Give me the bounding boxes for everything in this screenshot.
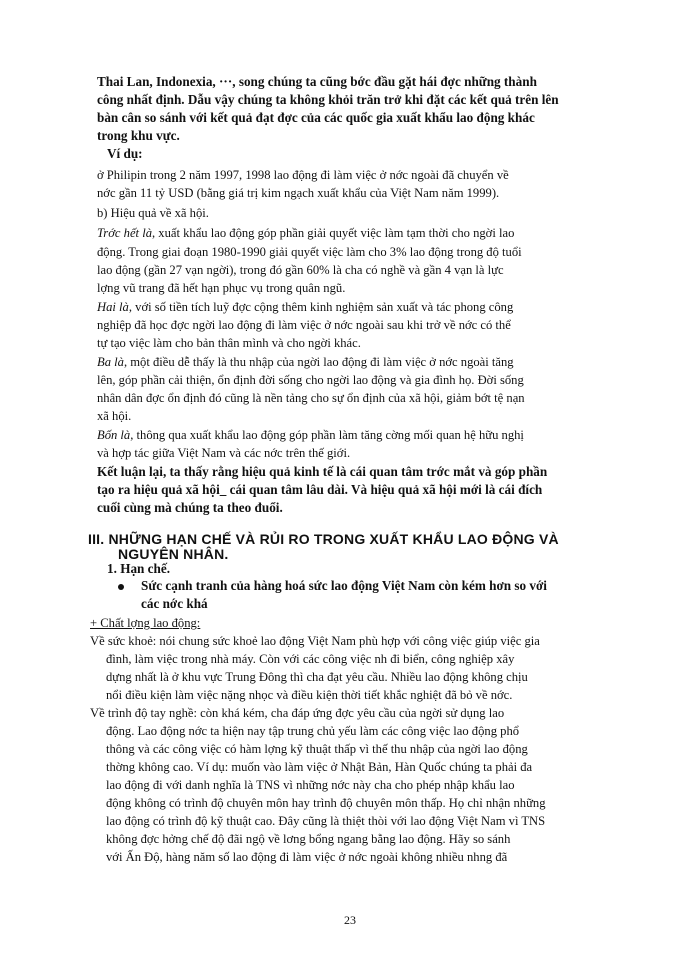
text-line: động. Lao động nớc ta hiện nay tập trung chủ yếu làm các công việc lao động phổ [106, 724, 520, 738]
line-rest: , một điều dễ thấy là thu nhập của ngời lao động đi làm việc ở nớc ngoài tăng [123, 355, 514, 369]
text-line: động không có trình độ chuyên môn hay trình độ chuyên môn thấp. Họ chỉ nhận những [106, 796, 546, 810]
bullet-text: Sức cạnh tranh của hàng hoá sức lao động Việt Nam còn kém hơn so với [141, 578, 547, 593]
bullet-text: các nớc khá [141, 596, 208, 611]
section-heading-continued: NGUYÊN NHÂN. [118, 546, 229, 562]
text-line: dựng nhất là ở khu vực Trung Đông thì cha đạt yêu cầu. Nhiều lao động không chịu [106, 670, 528, 684]
text-line: cuối cùng mà chúng ta theo đuổi. [97, 500, 283, 515]
section-heading: III. NHỮNG HẠN CHẾ VÀ RỦI RO TRONG XUẤT KHẨU LAO ĐỘNG VÀ [88, 531, 559, 547]
text-line: nghiệp đã học đợc ngời lao động đi làm việc ở nớc ngoài sau khi trở về nớc có thể [97, 318, 511, 332]
line-rest: , thông qua xuất khẩu lao động góp phần làm tăng cờng mối quan hệ hữu nghị [130, 428, 524, 442]
line-rest: , với số tiền tích luỹ đợc cộng thêm kinh nghiệm sản xuất và tác phong công [128, 300, 514, 314]
text-line: tự tạo việc làm cho bản thân mình và cho ngời khác. [97, 336, 361, 350]
text-line: b) Hiệu quả về xã hội. [97, 206, 209, 220]
text-line: đình, làm việc trong nhà máy. Còn với các công việc nh đi biển, công nghiệp xây [106, 652, 515, 666]
text-line: động. Trong giai đoạn 1980-1990 giải quyết việc làm cho 3% lao động trong độ tuổi [97, 245, 522, 259]
page-number: 23 [344, 913, 356, 927]
text-line: ở Philipin trong 2 năm 1997, 1998 lao động đi làm việc ở nớc ngoài đã chuyển về [97, 168, 509, 182]
italic-lead: Hai là [97, 300, 129, 314]
italic-lead: Bốn là [97, 428, 131, 442]
text-line: lao động đi với danh nghĩa là TNS vì những nớc này cha cho phép nhập khẩu lao [106, 778, 515, 792]
text-line [97, 300, 513, 315]
italic-lead: Ba là [97, 355, 124, 369]
text-line: nhân dân đợc ổn định đó cũng là nền tảng cho sự ổn định của xã hội, giảm bớt tệ nạn [97, 391, 525, 405]
text-line: lợng vũ trang đã hết hạn phục vụ trong quân ngũ. [97, 281, 346, 295]
text-line: Về trình độ tay nghề: còn khá kém, cha đáp ứng đợc yêu cầu của ngời sử dụng lao [90, 706, 505, 720]
text-line: xã hội. [97, 409, 132, 423]
text-line: Thai Lan, Indonexia, ···, song chúng ta cũng bớc đầu gặt hái đợc những thành [97, 74, 537, 89]
text-line: trong khu vực. [97, 128, 180, 143]
text-line: lao động có trình độ kỹ thuật cao. Đây cũng là thiệt thòi với lao động Việt Nam vì TNS [106, 814, 546, 828]
text-line: không đợc hởng chế độ đãi ngộ về lơng bổng ngang bằng lao động. Hãy so sánh [106, 832, 511, 846]
italic-lead: Trớc hết là [97, 226, 152, 240]
text-line: lên, góp phần cải thiện, ổn định đời sống cho ngời lao động và gia đình họ. Đời sống [97, 373, 524, 387]
subsection-title: 1. Hạn chế. [107, 561, 171, 576]
text-line: Kết luận lại, ta thấy rằng hiệu quả kinh tế là cái quan tâm trớc mắt và góp phần [97, 464, 548, 479]
text-line: thờng không cao. Ví dụ: muốn vào làm việc ở Nhật Bản, Hàn Quốc chúng ta phải đa [106, 760, 533, 774]
text-line: với Ấn Độ, hàng năm số lao động đi làm việc ở nớc ngoài không nhiều nhng đã [106, 850, 508, 864]
text-line: và hợp tác giữa Việt Nam và các nớc trên thế giới. [97, 446, 351, 460]
text-line: nớc gần 11 tỷ USD (bằng giá trị kim ngạch xuất khẩu của Việt Nam năm 1999). [97, 186, 500, 200]
text-line: bàn cân so sánh với kết quả đạt đợc của các quốc gia xuất khẩu lao động khác [97, 110, 535, 125]
subheading-underlined: + Chất lợng lao động: [90, 616, 201, 630]
text-line [97, 355, 514, 370]
bullet-icon [118, 584, 124, 590]
text-line: nổi điều kiện làm việc nặng nhọc và điều kiện thời tiết khắc nghiệt đã bỏ về nớc. [106, 688, 513, 702]
text-line: Ví dụ: [107, 146, 143, 161]
line-rest: , xuất khẩu lao động góp phần giải quyết việc làm tạm thời cho ngời lao [152, 226, 515, 240]
text-line: lao động (gần 27 vạn ngời), trong đó gần 60% là cha có nghề và gần 4 vạn là lực [97, 263, 504, 277]
text-line [97, 226, 514, 241]
text-line: thông và các công việc có hàm lợng kỹ thuật thấp vì thế thu nhập của ngời lao động [106, 742, 528, 756]
text-line [97, 428, 524, 443]
text-line: công nhất định. Dẫu vậy chúng ta không khỏi trăn trở khi đặt các kết quả trên lên [97, 92, 559, 107]
text-line: Về sức khoẻ: nói chung sức khoẻ lao động Việt Nam phù hợp với công việc giúp việc gia [90, 634, 540, 648]
text-line: tạo ra hiệu quả xã hội_ cái quan tâm lâu dài. Và hiệu quả xã hội mới là cái đích [97, 482, 543, 497]
